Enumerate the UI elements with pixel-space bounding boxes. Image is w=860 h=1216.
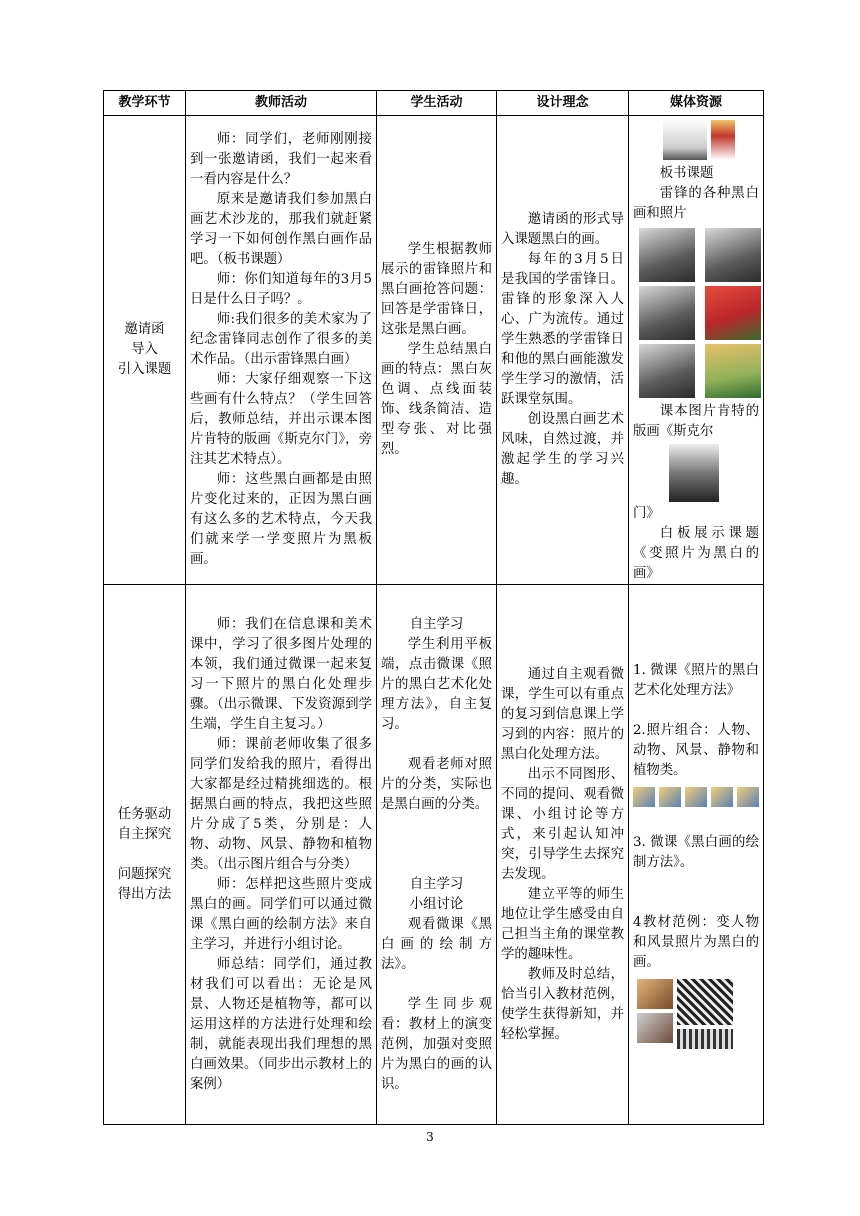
thumbnail (711, 787, 733, 807)
design-cell (497, 585, 629, 1125)
lei-feng-photos (639, 228, 759, 398)
media-cell (629, 585, 764, 1125)
invitation-thumbnail (663, 120, 707, 160)
teacher-paragraph: 师总结：同学们，通过教材我们可以看出：无论是风景、人物还是植物等，都可以运用这样的方法进行处理和绘制，就能表现出我们理想的黑白画效果。（同步出示教材上的案例） (190, 956, 372, 1092)
stage-line: 得出方法 (117, 886, 172, 902)
student-self-study: 自主学习 (409, 876, 464, 892)
media-item: 2.照片组合：人物、动物、风景、静物和植物类。 (633, 722, 759, 778)
teacher-paragraph: 师：课前老师收集了很多同学们发给我的照片，看得出大家都是经过精挑细选的。根据黑白画的特点，我把这些照片分成了5类，分别是：人物、动物、风景、静物和植物类。（出示图片组合与分类） (190, 736, 372, 872)
invitation-cover (711, 120, 735, 160)
woodcut-image (669, 444, 759, 502)
design-paragraph: 建立平等的师生地位让学生感受由自己担当主角的课堂教学的趣味性。 (501, 886, 624, 962)
teacher-paragraph: 师：怎样把这些照片变成黑白的画。同学们可以通过微课《黑白画的绘制方法》来自主学习，并进行小组讨论。 (190, 876, 372, 952)
student-self-study: 自主学习 (409, 616, 464, 632)
teacher-paragraph: 原来是邀请我们参加黑白画艺术沙龙的，那我们就赶紧学习一下如何创作黑白画作品吧。（板书课题） (190, 192, 372, 267)
teacher-paragraph: 师：同学们，老师刚刚接到一张邀请函，我们一起来看一看内容是什么？ (190, 132, 372, 187)
thumbnail (659, 787, 681, 807)
invitation-image (663, 120, 759, 160)
student-activity-cell (377, 116, 497, 585)
page-number: 3 (426, 1130, 434, 1144)
textbook-examples (637, 979, 759, 1049)
table-row (104, 585, 764, 1125)
thumbnail (737, 787, 759, 807)
design-paragraph: 出示不同图形、不同的提问、观看微课、小组讨论等方式，来引起认知冲突，引导学生去探究去发现。 (501, 766, 624, 882)
stage-cell (104, 116, 186, 585)
photo (639, 228, 695, 282)
example-woodcut (677, 979, 733, 1025)
design-paragraph: 创设黑白画艺术风味，自然过渡，并激起学生的学习兴趣。 (501, 412, 624, 487)
thumbnail (633, 787, 655, 807)
media-textbook: 课本图片肯特的版画《斯克尔 (633, 404, 759, 439)
header-student: 学生活动 (377, 91, 497, 116)
header-stage: 教学环节 (104, 91, 186, 116)
stage-cell (104, 585, 186, 1125)
media-lei-feng: 雷锋的各种黑白画和照片 (633, 186, 759, 221)
table-row (104, 116, 764, 585)
photo (639, 286, 695, 340)
student-paragraph: 观看微课《黑白画的绘制方法》。 (381, 916, 492, 972)
lesson-plan-table (103, 90, 764, 1125)
media-item: 4教材范例：变人物和风景照片为黑白的画。 (633, 914, 759, 970)
student-activity-cell (377, 585, 497, 1125)
student-paragraph: 学生根据教师展示的雷锋照片和黑白画抢答问题：回答是学雷锋日，这张是黑白画。 (381, 242, 492, 337)
student-paragraph: 学生利用平板端，点击微课《照片的黑白艺术化处理方法》，自主复习。 (381, 636, 492, 732)
design-paragraph: 教师及时总结，恰当引入教材范例，使学生获得新知，并轻松掌握。 (501, 966, 624, 1042)
teacher-paragraph: 师:我们很多的美术家为了纪念雷锋同志创作了很多的美术作品。（出示雷锋黑白画） (190, 312, 372, 367)
category-thumbnails (633, 787, 759, 807)
header-row (104, 91, 764, 116)
student-paragraph: 学生总结黑白画的特点：黑白灰色调、点线面装饰、线条简洁、造型夸张、对比强烈。 (381, 342, 492, 457)
example-woodcut (677, 1029, 733, 1049)
media-textbook-end: 门》 (633, 506, 660, 521)
photo (705, 344, 761, 398)
media-whiteboard: 白板展示课题《变照片为黑白的画》 (633, 526, 759, 581)
header-design: 设计理念 (497, 91, 629, 116)
stage-line: 引入课题 (117, 362, 172, 377)
example-photo (637, 1013, 673, 1043)
photo (705, 286, 761, 340)
teacher-paragraph: 师：你们知道每年的3月5日是什么日子吗？。 (190, 272, 372, 307)
teacher-paragraph: 师：这些黑白画都是由照片变化过来的，正因为黑白画有这么多的艺术特点，今天我们就来学一学变照片为黑板画。 (190, 472, 372, 567)
photo (639, 344, 695, 398)
stage-line (108, 845, 181, 865)
woodcut-thumbnail (669, 444, 719, 502)
thumbnail (685, 787, 707, 807)
stage-line: 自主探究 (117, 826, 172, 842)
student-group: 小组讨论 (409, 896, 464, 912)
media-board-title: 板书课题 (659, 166, 714, 181)
teacher-activity-cell (186, 585, 377, 1125)
design-paragraph: 通过自主观看微课，学生可以有重点的复习到信息课上学习到的内容：照片的黑白化处理方法。 (501, 666, 624, 762)
example-photo (637, 979, 673, 1009)
header-media: 媒体资源 (629, 91, 764, 116)
student-paragraph: 学生同步观看：教材上的演变范例，加强对变照片为黑白的画的认识。 (381, 996, 492, 1092)
stage-line: 导入 (131, 342, 158, 357)
media-cell (629, 116, 764, 585)
header-teacher: 教师活动 (186, 91, 377, 116)
photo (705, 228, 761, 282)
stage-line: 任务驱动 (117, 806, 172, 822)
design-paragraph: 邀请函的形式导入课题黑白的画。 (501, 212, 624, 247)
teacher-paragraph: 师：我们在信息课和美术课中，学习了很多图片处理的本领，我们通过微课一起来复习一下照片的黑白化处理步骤。（出示微课、下发资源到学生端，学生自主复习。） (190, 616, 372, 732)
media-item: 1. 微课《照片的黑白艺术化处理方法》 (633, 662, 759, 698)
teacher-activity-cell (186, 116, 377, 585)
stage-line: 问题探究 (117, 866, 172, 882)
design-cell (497, 116, 629, 585)
design-paragraph: 每年的3月5日是我国的学雷锋日。雷锋的形象深入人心、广为流传。通过学生熟悉的学雷锋日和他的黑白画能激发学生学习的激情，活跃课堂氛围。 (501, 252, 624, 407)
stage-line: 邀请函 (124, 322, 165, 337)
student-paragraph: 观看老师对照片的分类，实际也是黑白画的分类。 (381, 756, 492, 812)
teacher-paragraph: 师：大家仔细观察一下这些画有什么特点？（学生回答后，教师总结，并出示课本图片肯特的版画《斯克尔门》，旁注其艺术特点）。 (190, 372, 372, 467)
media-item: 3. 微课《黑白画的绘制方法》。 (633, 834, 759, 870)
